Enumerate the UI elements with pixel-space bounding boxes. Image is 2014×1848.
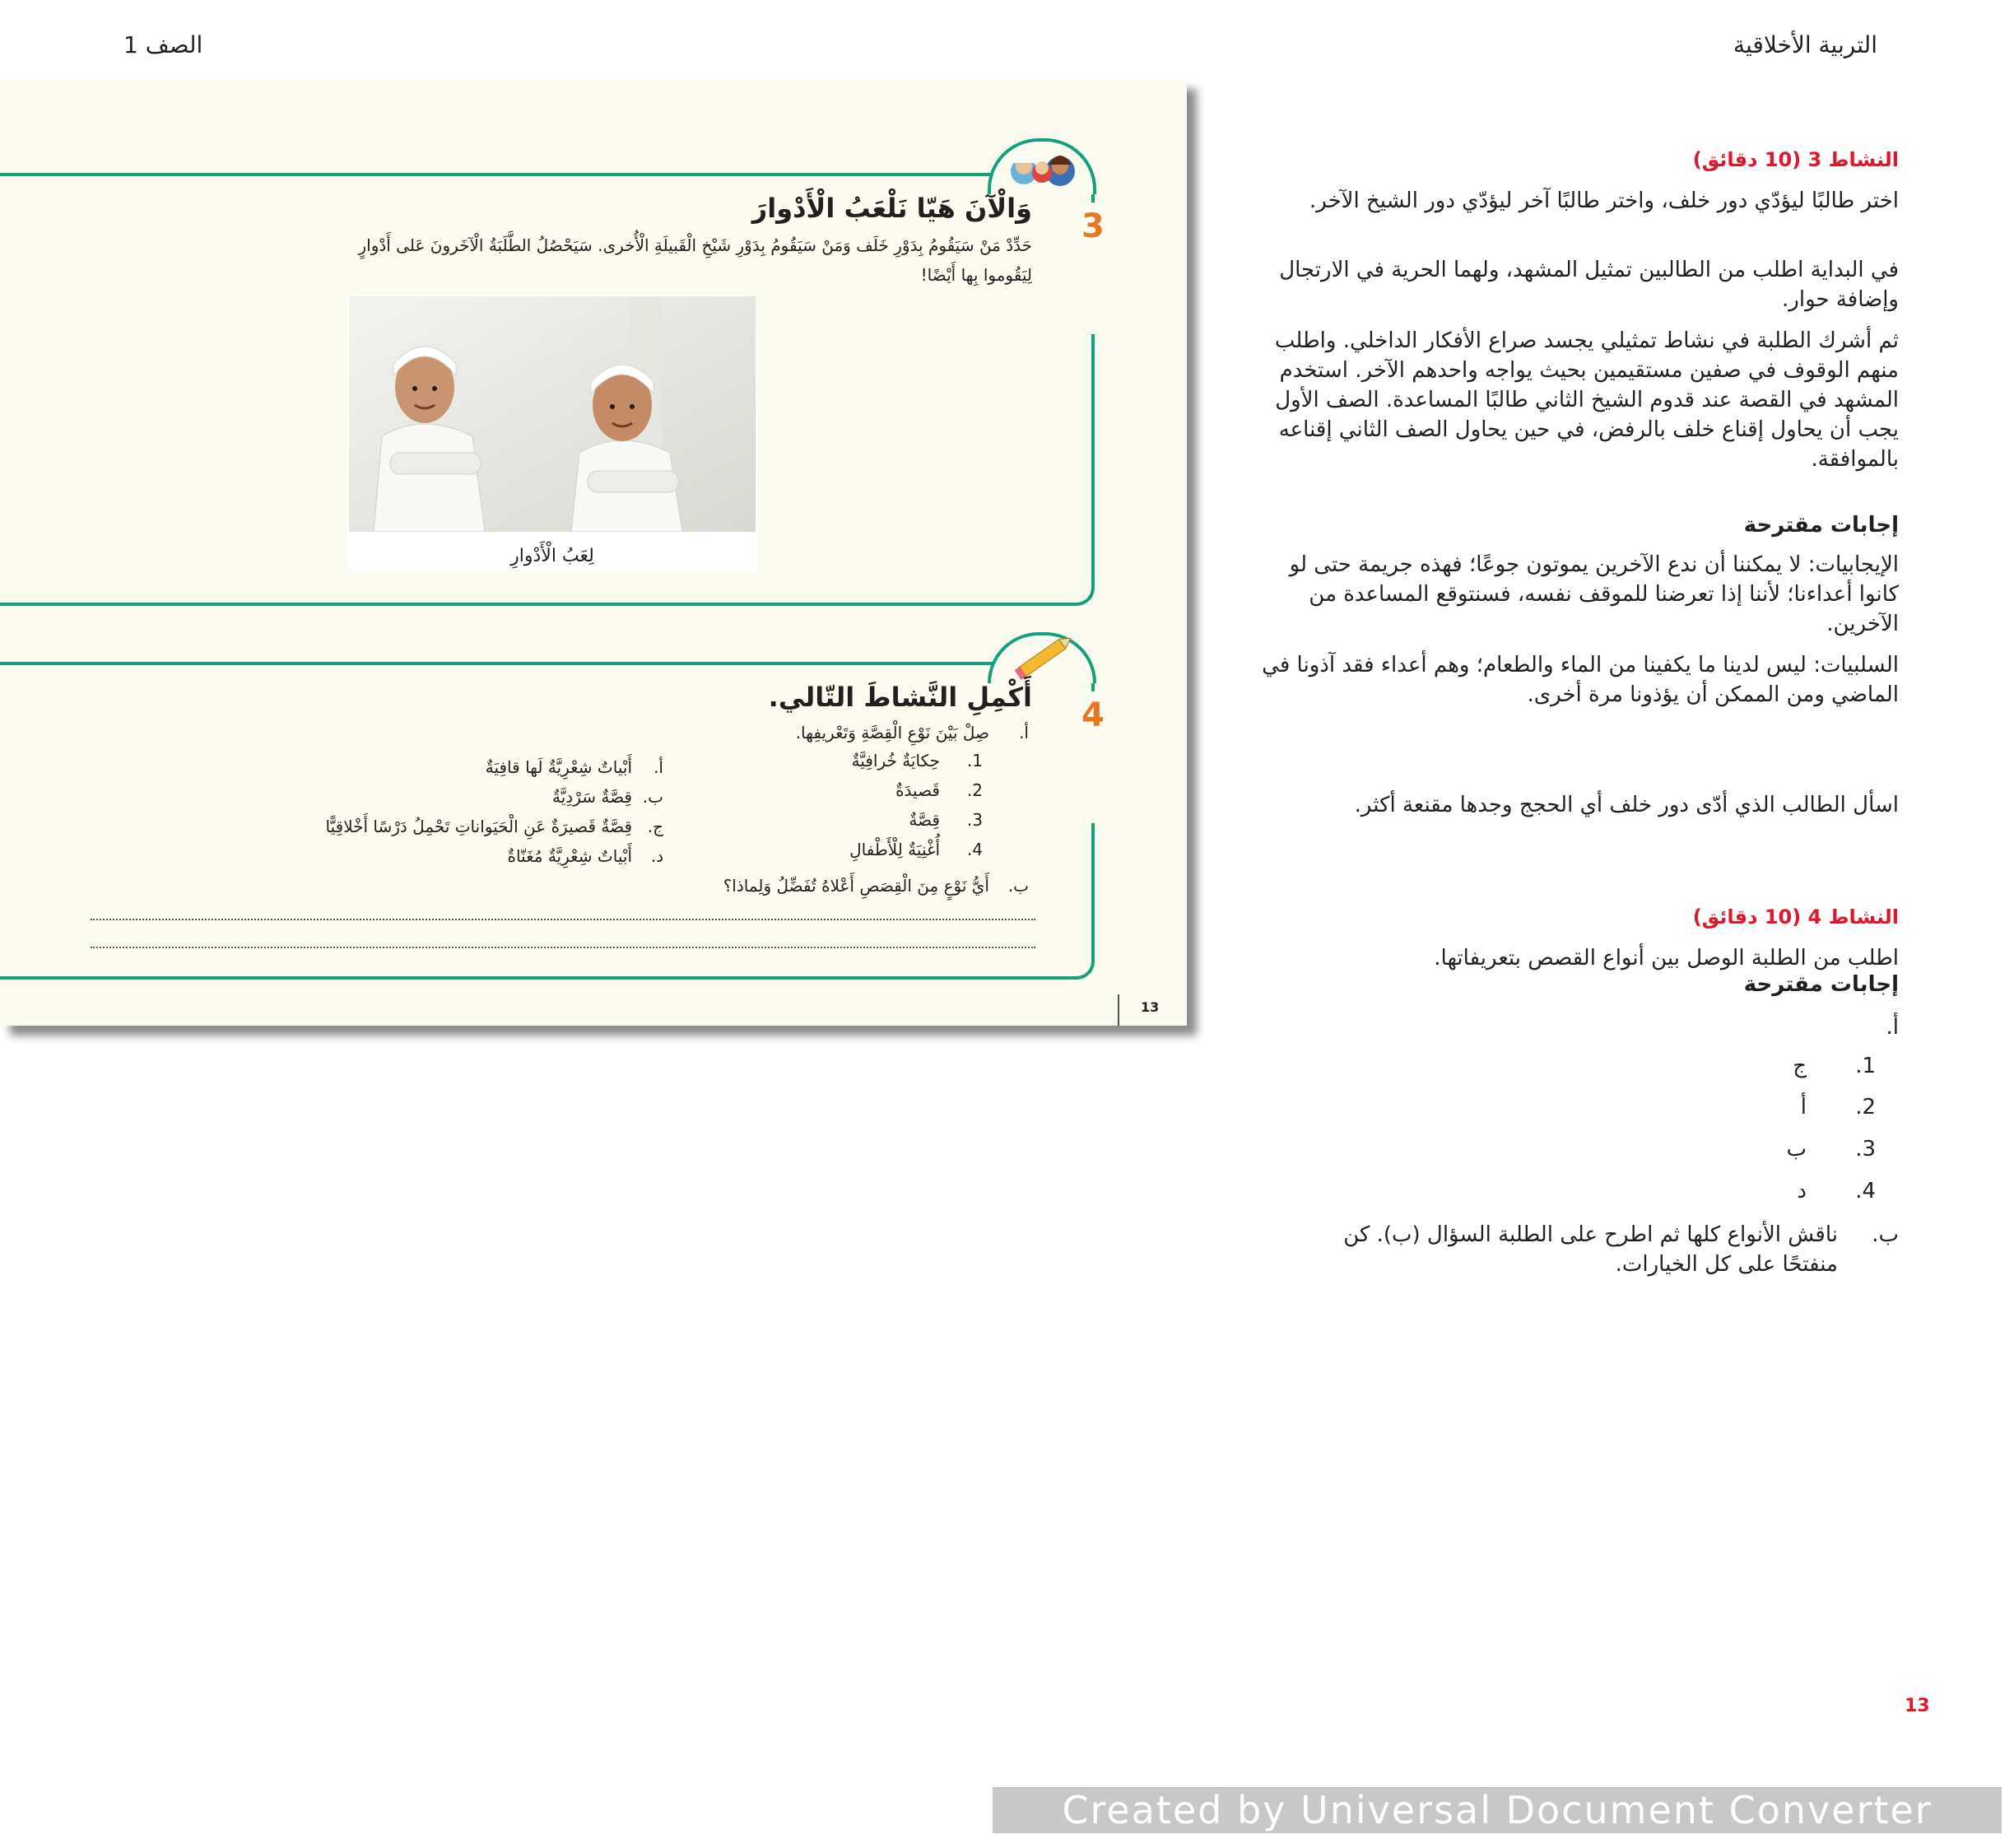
page-number-divider [1118, 994, 1119, 1026]
subject-label: التربية الأخلاقية [1733, 31, 1877, 58]
answer-letter: ب [1786, 1137, 1807, 1161]
item-text: قَصيدَةٌ [895, 780, 940, 800]
item-number: 3. [966, 810, 983, 830]
answer-line [91, 919, 1035, 920]
activity3-title: وَالْآنَ هَيّا نَلْعَبُ الْأَدْوارَ [751, 193, 1032, 224]
item-text: أُغْنِيَةٌ لِلْأَطْفالِ [849, 840, 940, 859]
pencil-icon [1012, 634, 1078, 680]
definition-label: ب. [642, 787, 663, 807]
answers-part-b-text: ناقش الأنواع كلها ثم اطرح على الطلبة السؤال (ب). كن منفتحًا على كل الخيارات. [1343, 1222, 1838, 1277]
answer-letter: د [1797, 1179, 1807, 1203]
answer-number: 2. [1855, 1095, 1876, 1120]
suggested-answers-heading: إجابات مقترحة [1743, 513, 1899, 538]
activity4-paragraph-1: اطلب من الطلبة الوصل بين أنواع القصص بتعريفاتها. [1434, 946, 1899, 971]
definition-text: قِصَّةٌ سَرْدِيَّةٌ [552, 787, 632, 807]
activity3-paragraph-2: في البداية اطلب من الطالبين تمثيل المشهد، ولهما الحرية في الارتجال وإضافة حوار. [1279, 258, 1899, 312]
suggested-answers-heading: إجابات مقترحة [1743, 972, 1899, 997]
answer-letter: أ [1800, 1095, 1807, 1120]
activity4-part-b-label: ب. [1007, 876, 1029, 896]
item-number: 2. [966, 780, 983, 800]
definition-text: أَبْياتٌ شِعْرِيَّةٌ مُغَنّاةٌ [507, 846, 632, 866]
role-play-photo-caption: لِعَبُ الْأَدْوارِ [510, 546, 594, 566]
item-number: 1. [966, 751, 983, 770]
answer-letter: ج [1793, 1054, 1807, 1078]
activity3-number: 3 [1081, 207, 1105, 245]
activity3-paragraph-4: اسأل الطالب الذي أدّى دور خلف أي الحجج وجدها مقنعة أكثر. [1354, 793, 1899, 817]
activity4-number: 4 [1081, 696, 1105, 734]
answers-part-b-label: ب. [1872, 1222, 1899, 1247]
activity3-paragraph-1: اختر طالبًا ليؤدّي دور خلف، واختر طالبًا آخر ليؤدّي دور الشيخ الآخر. [1309, 189, 1899, 213]
student-book-page [0, 79, 1187, 1026]
positives-paragraph: الإيجابيات: لا يمكننا أن ندع الآخرين يموتون جوعًا؛ فهذه جريمة حتى لو كانوا أعداءنا؛ لأننا إذا تعرضنا للموقف نفسه، فسنتوقع المساعدة من الآخرين. [1289, 552, 1899, 636]
activity3-heading: النشاط 3 (10 دقائق) [1692, 148, 1899, 171]
activity4-part-b-text: أَيُّ نَوْعٍ مِنَ الْقِصَصِ أَعْلاهُ تُفَضِّلُ وَلِماذا؟ [723, 876, 989, 896]
activity3-instructions-line1: حَدِّدْ مَنْ سَيَقُومُ بِدَوْرِ خَلَف وَمَنْ سَيَقُومُ بِدَوْرِ شَيْخِ الْقَبيلَةِ الْأُخرى. سَيَحْصُلُ الطَّلَبَةُ الْآخَرونَ عَلى أَدْوارٍ [358, 235, 1032, 255]
answer-line [91, 947, 1035, 948]
definition-label: ج. [647, 817, 663, 836]
answer-number: 3. [1855, 1137, 1876, 1161]
activity4-heading: النشاط 4 (10 دقائق) [1692, 905, 1899, 929]
activity4-part-a-text: صِلْ بَيْنَ نَوْعِ الْقِصَّةِ وَتَعْريفِها. [795, 723, 989, 742]
definition-label: د. [650, 846, 663, 866]
book-page-number: 13 [1141, 999, 1160, 1015]
activity4-title: أَكْمِلِ النَّشاطَ التّالي. [768, 682, 1032, 713]
role-play-photo [349, 296, 756, 532]
item-text: قِصَّةٌ [909, 810, 940, 830]
answer-number: 4. [1855, 1179, 1876, 1203]
page-number: 13 [1905, 1696, 1930, 1716]
item-text: حِكايَةٌ خُرافِيَّةٌ [851, 751, 940, 770]
activity3-instructions-line2: لِيَقُوموا بِها أَيْضًا! [920, 265, 1032, 285]
people-icon [1006, 143, 1080, 193]
activity4-part-a-label: أ. [1019, 723, 1029, 742]
answers-part-a-label: أ. [1886, 1015, 1899, 1040]
negatives-paragraph: السلبيات: ليس لدينا ما يكفينا من الماء والطعام؛ وهم أعداء فقد آذونا في الماضي ومن الممكن أن يؤذونا مرة أخرى. [1262, 653, 1899, 707]
definition-label: أ. [654, 757, 663, 777]
grade-label: الصف 1 [123, 31, 203, 58]
answer-number: 1. [1855, 1054, 1876, 1078]
definition-text: قِصَّةٌ قَصيرَةٌ عَنِ الْحَيَواناتِ تَحْمِلُ دَرْسًا أَخْلاقِيًّا [325, 817, 632, 836]
definition-text: أَبْياتٌ شِعْرِيَّةٌ لَها قافِيَةٌ [485, 757, 632, 777]
item-number: 4. [966, 840, 983, 859]
watermark-banner: Created by Universal Document Converter [993, 1787, 2002, 1833]
activity3-paragraph-3: ثم أشرك الطلبة في نشاط تمثيلي يجسد صراع الأفكار الداخلي. واطلب منهم الوقوف في صفين مستقيمين بحيث يواجه واحدهم الآخر. استخدم المشهد في القصة عند قدوم الشيخ الثاني طالبًا المساعدة. الصف الأول يجب أن يحاول إقناع خلف بالرفض، في حين يحاول الصف الثاني إقناعه بالموافقة. [1274, 328, 1899, 472]
